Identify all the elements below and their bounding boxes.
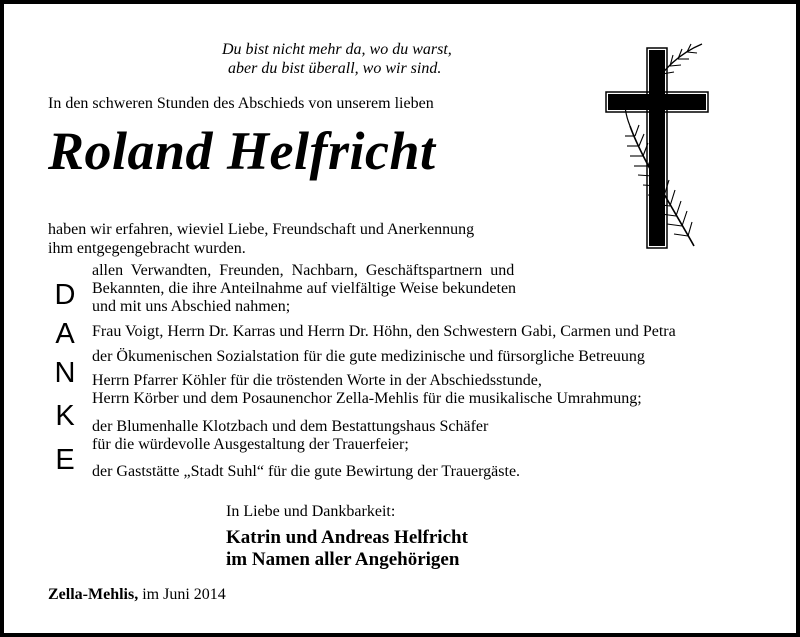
cross-with-palm-branch-icon (602, 40, 722, 254)
danke-letter-n: N (54, 357, 76, 389)
date: im Juni 2014 (142, 586, 226, 603)
epitaph-quote (222, 40, 452, 78)
closing-phrase: In Liebe und Dankbarkeit: (226, 503, 396, 520)
thanks-line: allen Verwandten, Freunden, Nachbarn, Geschäftspartnern und (92, 262, 515, 279)
thanks-line: der Blumenhalle Klotzbach und dem Bestattungshaus Schäfer (92, 418, 489, 435)
danke-letter-a: A (55, 318, 75, 350)
thanks-item-relatives (92, 262, 516, 316)
thanks-item-restaurant (92, 463, 520, 481)
thanks-line: der Gaststätte „Stadt Suhl“ für die gute Bewirtung der Trauergäste. (92, 463, 521, 480)
thanks-line: Herrn Körber und dem Posaunenchor Zella-Mehlis für die musikalische Umrahmung; (92, 390, 642, 407)
intro-text: In den schweren Stunden des Abschieds von unserem lieben (48, 95, 434, 112)
thanks-item-doctors (92, 323, 676, 341)
thanks-line: und mit uns Abschied nahmen; (92, 298, 291, 315)
thanks-line: für die würdevolle Ausgestaltung der Trauerfeier; (92, 436, 409, 453)
thanks-item-care-service (92, 348, 645, 366)
thanks-item-pastor-choir (92, 372, 642, 408)
epitaph-line-2: aber du bist überall, wo wir sind. (228, 60, 442, 77)
danke-letter-k: K (55, 400, 75, 432)
signatory-line-1: Katrin und Andreas Helfricht (226, 527, 468, 548)
danke-letter-d: D (54, 279, 76, 311)
signatories (226, 527, 468, 571)
place-date (48, 586, 226, 604)
signatory-line-2: im Namen aller Angehörigen (226, 549, 460, 570)
thanks-line: Bekannten, die ihre Anteilnahme auf vielfältige Weise bekundeten (92, 280, 517, 297)
epitaph-line-1: Du bist nicht mehr da, wo du warst, (222, 41, 452, 58)
place: Zella-Mehlis, (48, 586, 139, 603)
thanks-line: Frau Voigt, Herrn Dr. Karras und Herrn Dr. Höhn, den Schwestern Gabi, Carmen und Petra (92, 323, 676, 340)
thanks-line: Herrn Pfarrer Köhler für die tröstenden Worte in der Abschiedsstunde, (92, 372, 542, 389)
thanks-item-florist-funeral-home (92, 418, 488, 454)
gratitude-line-2: ihm entgegengebracht wurden. (48, 240, 246, 257)
gratitude-paragraph (48, 220, 474, 258)
gratitude-line-1: haben wir erfahren, wieviel Liebe, Freundschaft und Anerkennung (48, 221, 475, 238)
thanks-line: der Ökumenischen Sozialstation für die gute medizinische und fürsorgliche Betreuung (92, 348, 645, 365)
deceased-name: Roland Helfricht (48, 121, 436, 181)
danke-letter-e: E (55, 444, 75, 476)
